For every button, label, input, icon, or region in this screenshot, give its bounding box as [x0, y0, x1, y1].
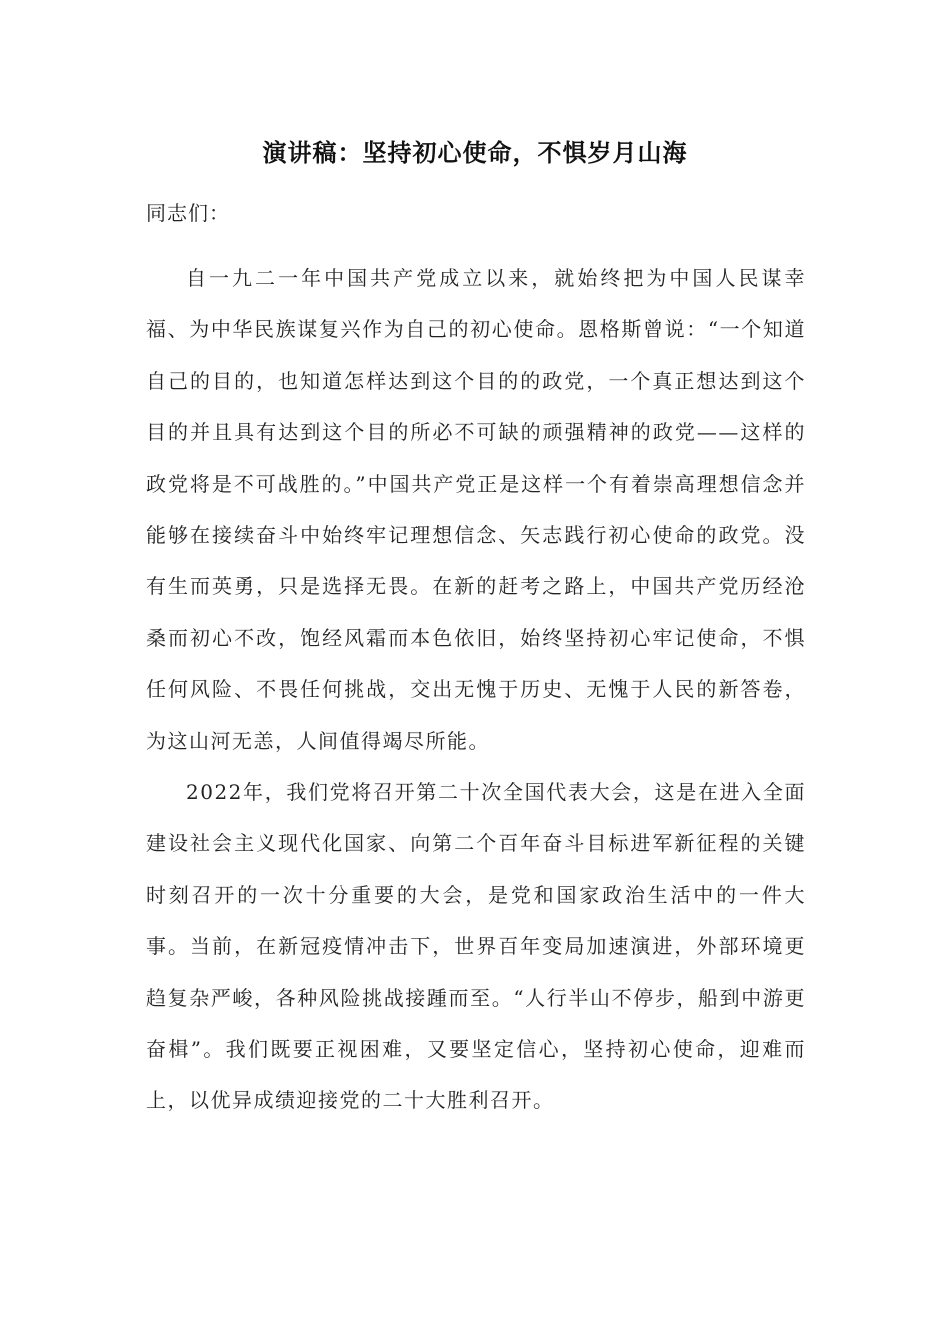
document-title: 演讲稿：坚持初心使命，不惧岁月山海: [262, 139, 688, 167]
paragraph-1: 自一九二一年中国共产党成立以来，就始终把为中国人民谋幸福、为中华民族谋复兴作为自己的初心使命。恩格斯曾说：“一个知道自己的目的，也知道怎样达到这个目的的政党，一个真正想达到这个目的并且具有达到这个目的所必不可缺的顽强精神的政党——这样的政党将是不可战胜的。”中国共产党正是这样一个有着崇高理想信念并能够在接续奋斗中始终牢记理想信念、矢志践行初心使命的政党。没有生而英勇，只是选择无畏。在新的赶考之路上，中国共产党历经沧桑而初心不改，饱经风霜而本色依旧，始终坚持初心牢记使命，不惧任何风险、不畏任何挑战，交出无愧于历史、无愧于人民的新答卷，为这山河无恙，人间值得竭尽所能。: [146, 266, 806, 753]
salutation: 同志们：: [146, 201, 230, 225]
paragraph-2: 2022年，我们党将召开第二十次全国代表大会，这是在进入全面建设社会主义现代化国家、向第二个百年奋斗目标进军新征程的关键时刻召开的一次十分重要的大会，是党和国家政治生活中的一件大事。当前，在新冠疫情冲击下，世界百年变局加速演进，外部环境更趋复杂严峻，各种风险挑战接踵而至。“人行半山不停步，船到中游更奋楫”。我们既要正视困难，又要坚定信心，坚持初心使命，迎难而上，以优异成绩迎接党的二十大胜利召开。: [146, 780, 806, 1113]
